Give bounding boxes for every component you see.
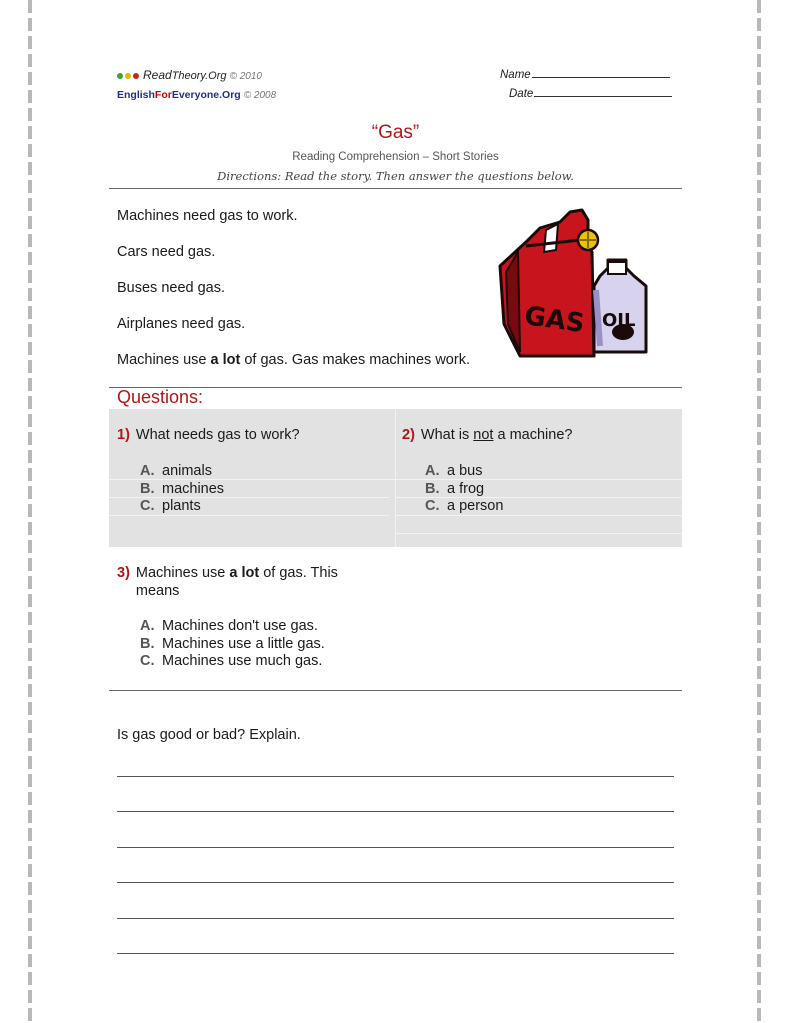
option-text: a person (447, 498, 504, 515)
answer-line[interactable] (117, 811, 674, 812)
question-number: 3) (117, 565, 130, 581)
divider-bottom (109, 690, 682, 691)
story-bold-part: a lot (210, 352, 241, 368)
option-b[interactable] (425, 481, 503, 499)
answer-line[interactable] (117, 918, 674, 919)
can-label: GAS (522, 301, 587, 340)
logo-english-text: English (117, 89, 155, 101)
option-letter: B. (140, 635, 155, 652)
option-a[interactable] (140, 618, 325, 636)
story-text-part: Machines use (117, 352, 211, 368)
date-blank[interactable] (534, 86, 672, 97)
option-b[interactable] (140, 481, 224, 499)
story-line: Machines need gas to work. (117, 208, 298, 224)
name-blank[interactable] (532, 67, 670, 78)
bottle-label: OIL (602, 310, 636, 331)
option-text: a frog (447, 480, 485, 497)
option-letter: A. (425, 463, 440, 479)
logo-read-text: Read (143, 68, 172, 82)
option-letter: C. (140, 653, 155, 670)
option-text: Machines use a little gas. (162, 635, 325, 652)
option-letter: B. (140, 480, 155, 497)
option-a[interactable] (140, 463, 224, 481)
question-bold-part: a lot (229, 565, 260, 581)
gas-can-oil-bottle-illustration (496, 206, 656, 366)
story-title: “Gas” (371, 122, 420, 143)
question-number: 1) (117, 427, 130, 443)
readtheory-copyright: © 2010 (229, 71, 262, 82)
story-text (117, 207, 470, 387)
answer-line[interactable] (117, 882, 674, 883)
option-letter: A. (140, 463, 155, 479)
option-text: Machines don't use gas. (162, 618, 318, 634)
option-text: plants (162, 498, 201, 515)
question-text-part: a machine? (493, 427, 573, 443)
option-b[interactable] (140, 636, 325, 654)
worksheet-subtitle: Reading Comprehension – Short Stories (292, 151, 499, 163)
option-text: animals (162, 463, 212, 479)
site-logos (117, 66, 276, 105)
answer-line[interactable] (117, 776, 674, 777)
option-c[interactable] (140, 498, 224, 516)
option-text: a bus (447, 463, 483, 479)
logo-theory-text: Theory.Org (171, 70, 227, 82)
logo-for-text: For (154, 89, 172, 101)
question-underlined-word: not (473, 427, 494, 443)
name-label: Name (500, 69, 531, 81)
traffic-dots-icon (117, 67, 141, 86)
question-text (421, 427, 573, 445)
answer-line[interactable] (117, 847, 674, 848)
question-3-options (140, 618, 325, 671)
efe-copyright: © 2008 (243, 90, 277, 101)
question-1 (117, 427, 300, 445)
student-info (500, 66, 672, 104)
question-box-divider (395, 409, 396, 547)
divider-top (109, 188, 682, 189)
option-letter: C. (425, 498, 440, 515)
story-line (117, 351, 470, 387)
logo-everyone-text: Everyone.Org (171, 89, 241, 101)
option-rule (395, 533, 682, 534)
question-text-part: means (135, 582, 180, 599)
question-text-part: Machines use (135, 565, 230, 581)
question-text: What needs gas to work? (135, 427, 300, 443)
question-text-part: of gas. This (259, 565, 338, 581)
directions-text: Directions: Read the story. Then answer the questions below. (217, 169, 574, 183)
option-letter: C. (140, 498, 155, 515)
writing-prompt: Is gas good or bad? Explain. (117, 727, 301, 743)
answer-line[interactable] (117, 953, 674, 954)
efe-logo (117, 86, 276, 105)
option-a[interactable] (425, 463, 503, 481)
option-letter: A. (140, 618, 155, 634)
story-line: Buses need gas. (117, 280, 226, 296)
question-3 (117, 565, 338, 600)
questions-heading: Questions: (117, 387, 204, 407)
question-2 (402, 427, 572, 445)
question-1-options (140, 463, 224, 516)
option-letter: B. (425, 480, 440, 497)
story-line: Cars need gas. (117, 244, 216, 260)
story-text-part: of gas. Gas makes machines work. (240, 352, 470, 368)
date-label: Date (509, 88, 534, 100)
question-2-options (425, 463, 503, 516)
question-number: 2) (402, 427, 415, 443)
readtheory-logo (117, 66, 276, 86)
option-text: Machines use much gas. (162, 653, 323, 670)
option-c[interactable] (425, 498, 503, 516)
option-text: machines (162, 480, 225, 497)
date-row (500, 85, 672, 104)
question-text-part: What is (420, 427, 474, 443)
option-c[interactable] (140, 653, 325, 671)
name-row (500, 66, 672, 85)
story-line: Airplanes need gas. (117, 316, 246, 332)
question-text (136, 565, 338, 600)
